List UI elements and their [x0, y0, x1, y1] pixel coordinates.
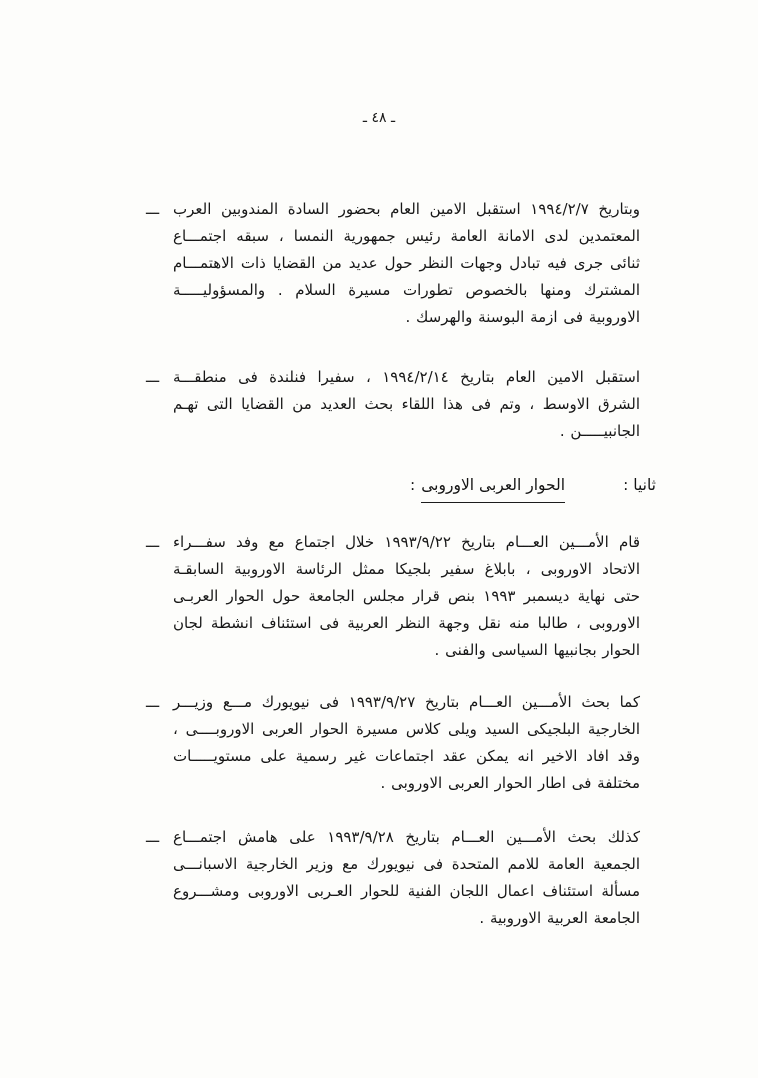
paragraph-line: كما بحث الأمـــين العـــام بتاريخ ١٩٩٣/٩/٢٧ فى نيويورك مـــع وزيـــر — [173, 693, 640, 711]
paragraph-dash-marker: ـــ — [146, 828, 160, 846]
section-title-colon: : — [410, 476, 416, 494]
section-title: الحوار العربى الاوروبى — [421, 472, 565, 503]
paragraph-4 — [118, 689, 640, 797]
paragraph-dash-marker: ـــ — [146, 693, 160, 711]
paragraph-text — [173, 196, 640, 331]
paragraph-dash-marker: ـــ — [146, 200, 160, 218]
paragraph-line: المشترك ومنها بالخصوص تطورات مسيرة السلام . والمسؤوليـــــة — [173, 281, 640, 299]
page-number: ـ ٤٨ ـ — [362, 110, 396, 126]
paragraph-line: حتى نهاية ديسمبر ١٩٩٣ بنص قرار مجلس الجامعة حول الحوار العربـى — [173, 587, 640, 605]
paragraph-3 — [118, 529, 640, 664]
paragraph-line: كذلك بحث الأمـــين العـــام بتاريخ ١٩٩٣/٩/٢٨ على هامش اجتمـــاع — [173, 828, 640, 846]
paragraph-dash-marker: ـــ — [146, 368, 160, 386]
paragraph-line: وقد افاد الاخير انه يمكن عقد اجتماعات غير رسمية على مستويـــــات — [173, 747, 640, 765]
paragraph-line: المعتمدين لدى الامانة العامة رئيس جمهورية النمسا ، سبقه اجتمـــاع — [173, 227, 640, 245]
paragraph-line: الجانبيـــــن . — [559, 422, 640, 440]
paragraph-line: الشرق الاوسط ، وتم فى هذا اللقاء بحث العديد من القضايا التى تهـم — [173, 395, 640, 413]
paragraph-line: قام الأمـــين العـــام بتاريخ ١٩٩٣/٩/٢٢ خلال اجتماع مع وفد سفـــراء — [173, 533, 641, 551]
paragraph-line: استقبل الامين العام بتاريخ ١٩٩٤/٢/١٤ ، سفيرا فنلندة فى منطقـــة — [173, 368, 640, 386]
paragraph-dash-marker: ـــ — [146, 533, 160, 551]
document-content — [118, 196, 656, 932]
paragraph-line: الاوروبى ، طالبا منه نقل وجهة النظر العربية فى استئناف انشطة لجان — [173, 614, 640, 632]
paragraph-line: مسألة استئناف اعمال اللجان الفنية للحوار العـربى الاوروبى ومشـــروع — [173, 882, 640, 900]
section-title-group — [410, 472, 565, 503]
paragraph-text — [173, 824, 640, 932]
paragraph-line: مختلفة فى اطار الحوار العربى الاوروبى . — [380, 774, 640, 792]
section-heading — [118, 472, 656, 503]
paragraph-line: الجامعة العربية الاوروبية . — [479, 909, 640, 927]
paragraph-text — [173, 364, 640, 445]
paragraph-2 — [118, 364, 640, 445]
paragraph-line: الحوار بجانبيها السياسى والفنى . — [434, 641, 640, 659]
paragraph-1 — [118, 196, 640, 331]
paragraph-line: وبتاريخ ١٩٩٤/٢/٧ استقبل الامين العام بحضور السادة المندوبين العرب — [173, 200, 640, 218]
paragraph-line: الاتحاد الاوروبى ، بابلاغ سفير بلجيكا ممثل الرئاسة الاوروبية السابقـة — [173, 560, 640, 578]
paragraph-line: الخارجية البلجيكى السيد ويلى كلاس مسيرة الحوار العربى الاوروبــــى ، — [173, 720, 640, 738]
paragraph-text — [173, 529, 640, 664]
paragraph-5 — [118, 824, 640, 932]
paragraph-line: الجمعية العامة للامم المتحدة فى نيويورك مع وزير الخارجية الاسبانـــى — [173, 855, 640, 873]
paragraph-line: ثنائى جرى فيه تبادل وجهات النظر حول عديد من القضايا ذات الاهتمـــام — [173, 254, 640, 272]
paragraph-line: الاوروبية فى ازمة البوسنة والهرسك . — [405, 308, 640, 326]
paragraph-text — [173, 689, 640, 797]
section-marker: ثانيا : — [623, 476, 656, 494]
